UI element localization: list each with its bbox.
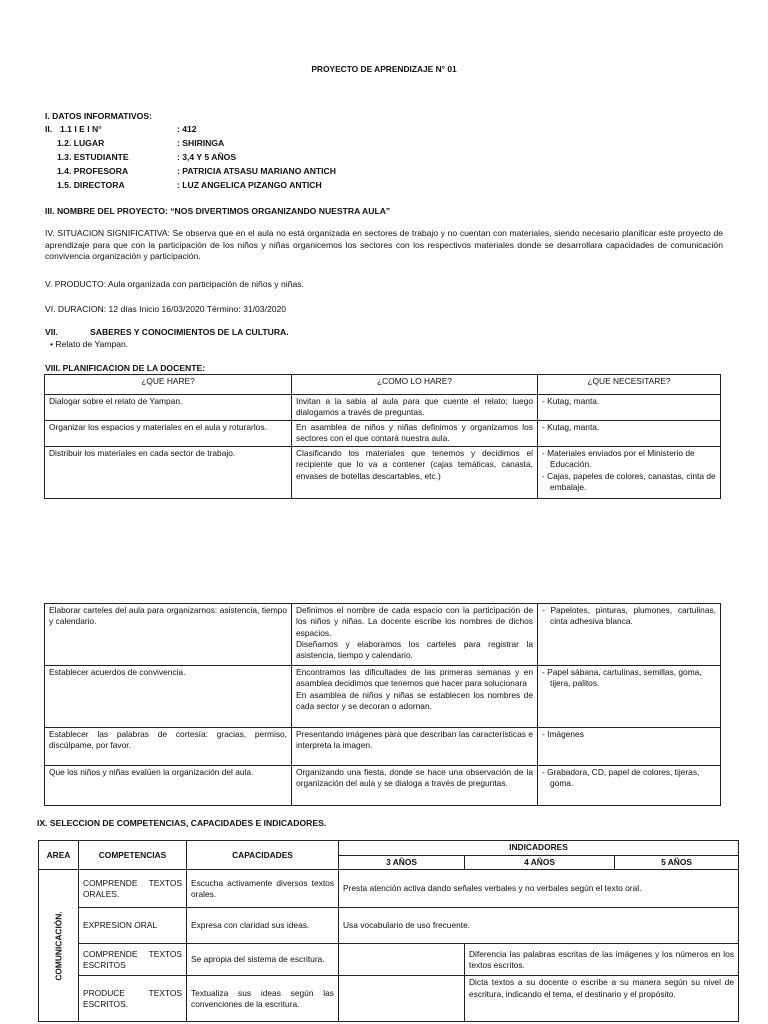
- section-vii-number: VII.: [45, 327, 58, 337]
- cell-como: Organizando una fiesta, donde se hace una observación de la organización del aula y se dialoga a través de preguntas.: [292, 766, 538, 806]
- cell-que: Elaborar carteles del aula para organizarnos: asistencia, tiempo y calendario.: [45, 604, 292, 666]
- cell-como: Clasificando los materiales que tenemos y decidimos el recipiente que lo va a contener (cajas temáticas, canasta, envases de botellas descartables, etc.): [292, 447, 538, 499]
- cell-necesito: [538, 604, 721, 666]
- competencia-cell: COMPRENDE TEXTOS ESCRITOS: [79, 944, 187, 976]
- datos-value-lugar: : SHIRINGA: [177, 138, 225, 148]
- indicador-cell: Presta atención activa dando señales verbales y no verbales según el texto oral.: [339, 870, 739, 908]
- header-4-anos: 4 AÑOS: [465, 856, 615, 870]
- header-indicadores: INDICADORES: [339, 841, 739, 856]
- necesito-item: - Grabadora, CD, papel de colores, tijeras, goma.: [542, 767, 700, 789]
- necesito-item: - Cajas, papeles de colores, canastas, cinta de embalaje.: [542, 470, 716, 493]
- competencia-cell: COMPRENDE TEXTOS ORALES.: [79, 870, 187, 908]
- cell-como: Encontramos las dificultades de las primeras semanas y en asamblea decidimos que tenemos que hacer para solucionarа En asamblea de niños y niñas se establecen los nombres de cada sector y se decoran o adornan.: [292, 666, 538, 728]
- table-row: [45, 604, 721, 666]
- cell-que: Que los niños y niñas evalúen la organización del aula.: [45, 766, 292, 806]
- section-ii-number: II.: [45, 124, 53, 134]
- cell-necesito: [538, 447, 721, 499]
- table-row: [45, 766, 721, 806]
- table-row: [39, 976, 739, 1022]
- capacidad-cell: Se apropia del sistema de escritura.: [187, 944, 339, 976]
- cell-que: Dialogar sobre el relato de Yampan.: [45, 395, 292, 421]
- header-competencias: COMPETENCIAS: [79, 841, 187, 870]
- cell-como: Definimos el nombre de cada espacio con la participación de los niños y niñas. La docente escribe los nombres de dichos espacios. Diseñamos y elaboramos los carteles para registrar la asistencia, tiempo y calendario.: [292, 604, 538, 666]
- cell-que: Organizar los espacios y materiales en el aula y roturarlos.: [45, 421, 292, 447]
- necesito-item: - Papel sábana, cartulinas, semillas, goma, tijera, palitos.: [542, 667, 702, 689]
- section-datos-informativos: I. DATOS INFORMATIVOS:: [45, 111, 152, 121]
- indicador-3-cell: [339, 944, 465, 976]
- table-row: [45, 447, 721, 499]
- datos-label-directora: 1.5. DIRECTORA: [57, 180, 125, 190]
- table-row: [39, 870, 739, 908]
- cell-que: Establecer acuerdos de convivencia.: [45, 666, 292, 728]
- cell-necesito: [538, 666, 721, 728]
- capacidad-cell: Textualiza sus ideas según las convenciones de la escritura.: [187, 976, 339, 1022]
- cell-necesito: [538, 421, 721, 447]
- section-producto: V. PRODUCTO: Aula organizada con participación de niños y niñas.: [45, 279, 304, 289]
- cell-como: Invitan a la sabia al aula para que cuente el relato; luego dialogamos a través de preguntas.: [292, 395, 538, 421]
- area-label: COMUNICACIÓN.: [52, 911, 63, 981]
- table-row: [39, 944, 739, 976]
- table-row: [39, 908, 739, 944]
- cell-que: Establecer las palabras de cortesía: gracias, permiso, discúlpame, por favor.: [45, 728, 292, 766]
- datos-value-iei: : 412: [177, 124, 197, 134]
- indicador-45-cell: Dicta textos a su docente o escribe a su manera según su nivel de escritura, indicando el tema, el destinario y el propósito.: [465, 976, 739, 1022]
- cell-como: En asamblea de niños y niñas definimos y organizamos los sectores con el que contará nuestra aula.: [292, 421, 538, 447]
- header-como-lo-hare: ¿COMO LO HARE?: [292, 375, 538, 395]
- header-3-anos: 3 AÑOS: [339, 856, 465, 870]
- header-que-necesitare: ¿QUE NECESITARE?: [538, 375, 721, 395]
- header-que-hare: ¿QUE HARE?: [45, 375, 292, 395]
- datos-label-estudiante: 1.3. ESTUDIANTE: [57, 152, 129, 162]
- table-row: [45, 395, 721, 421]
- necesito-item: - Papelotes, pinturas, plumones, cartulinas, cinta adhesiva blanca.: [542, 605, 716, 627]
- indicador-3-cell: [339, 976, 465, 1022]
- competencias-table: [38, 840, 739, 1022]
- header-area: AREA: [39, 841, 79, 870]
- indicador-45-cell: Diferencia las palabras escritas de las imágenes y los números en los textos escritos.: [465, 944, 739, 976]
- cell-necesito: [538, 395, 721, 421]
- competencia-cell: EXPRESION ORAL: [79, 908, 187, 944]
- datos-value-profesora: : PATRICIA ATSASU MARIANO ANTICH: [177, 166, 336, 176]
- datos-value-estudiante: : 3,4 Y 5 AÑOS: [177, 152, 237, 162]
- area-cell: [39, 870, 79, 1022]
- table-row: [45, 666, 721, 728]
- capacidad-cell: Expresa con claridad sus ideas.: [187, 908, 339, 944]
- section-planificacion: VIII. PLANIFICACION DE LA DOCENTE:: [45, 363, 206, 373]
- section-nombre-proyecto: III. NOMBRE DEL PROYECTO: “NOS DIVERTIMOS ORGANIZANDO NUESTRA AULA”: [45, 206, 391, 216]
- necesito-item: - Materiales enviados por el Ministerio de Educación.: [542, 448, 695, 470]
- section-duracion: VI. DURACION: 12 días Inicio 16/03/2020 Término: 31/03/2020: [45, 304, 287, 314]
- header-5-anos: 5 AÑOS: [615, 856, 739, 870]
- table-row: [45, 421, 721, 447]
- capacidad-cell: Escucha activamente diversos textos orales.: [187, 870, 339, 908]
- cell-necesito: [538, 766, 721, 806]
- necesito-item: - Imágenes: [542, 729, 584, 739]
- table-row: [45, 728, 721, 766]
- section-saberes-title: SABERES Y CONOCIMIENTOS DE LA CULTURA.: [90, 327, 289, 337]
- planning-table-1: [44, 374, 721, 499]
- necesito-item: - Kutag, manta.: [542, 422, 600, 432]
- cell-necesito: [538, 728, 721, 766]
- header-capacidades: CAPACIDADES: [187, 841, 339, 870]
- document-title: PROYECTO DE APRENDIZAJE N° 01: [311, 64, 457, 74]
- cell-como: Presentando imágenes para que describan las características e interpreta la imagen.: [292, 728, 538, 766]
- section-competencias: IX. SELECCION DE COMPETENCIAS, CAPACIDADES E INDICADORES.: [37, 818, 327, 828]
- datos-label-lugar: 1.2. LUGAR: [57, 138, 105, 148]
- saberes-item: • Relato de Yampan.: [50, 339, 129, 349]
- necesito-item: - Kutag, manta.: [542, 396, 600, 406]
- indicador-cell: Usa vocabulario de uso frecuente.: [339, 908, 739, 944]
- planning-table-2: [44, 603, 721, 806]
- section-situacion-significativa: IV. SITUACION SIGNIFICATIVA: Se observa que en el aula no está organizada en sectores de trabajo y no cuentan con materiales, siendo necesario planificar este proyecto de aprendizaje para que con la participación de los niños y niñas organicemos los sectores con los respectivos materiales donde se desarrollara capacidades de comunicación convivencia organización y participación.: [45, 228, 723, 262]
- competencia-cell: PRODUCE TEXTOS ESCRITOS.: [79, 976, 187, 1022]
- datos-label-profesora: 1.4. PROFESORA: [57, 166, 129, 176]
- datos-label-iei: 1.1 I E I N°: [60, 124, 102, 134]
- cell-que: Distribuir los materiales en cada sector de trabajo.: [45, 447, 292, 499]
- datos-value-directora: : LUZ ANGELICA PIZANGO ANTICH: [177, 180, 322, 190]
